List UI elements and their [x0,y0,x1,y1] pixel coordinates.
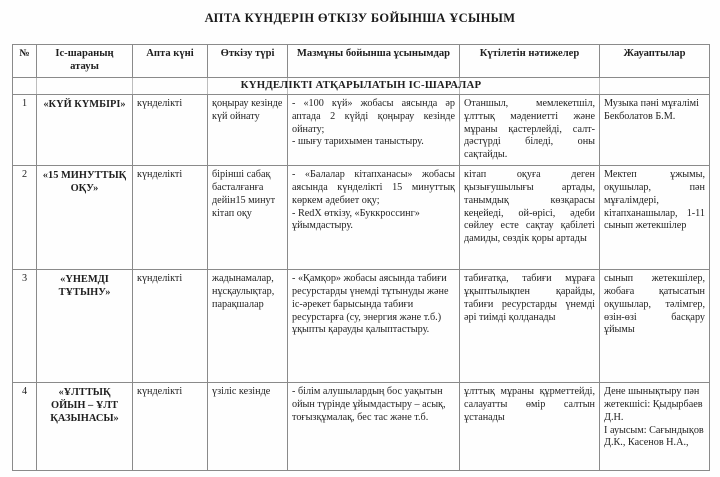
event-name: «КҮЙ КҮМБІРІ» [37,94,133,165]
table-row [13,383,710,471]
content-line: - RedX өткізу, «Буккроссинг» ұйымдастыру. [292,207,420,232]
column-header-format: Өткізу түрі [208,45,288,78]
event-content [288,383,460,471]
event-name: «ҰЛТТЫҚ ОЙЫН – ҰЛТ ҚАЗЫНАСЫ» [37,383,133,471]
section-banner-cell [13,77,710,94]
event-weekday: күнделікті [133,383,208,471]
event-format: үзіліс кезінде [208,383,288,471]
content-line: - «Балалар кітапханасы» жобасы аясында күнделікті 15 минуттық көркем әдебиет оқу; [292,169,455,206]
column-header-content-recommendations: Мазмұны бойынша ұсынымдар [288,45,460,78]
column-header-weekday: Апта күні [133,45,208,78]
event-format: жадынамалар, нұсқаулықтар, парақшалар [208,270,288,383]
row-number: 4 [13,383,37,471]
expected-result: Отаншыл, мемлекетшіл, ұлттық мәдениетті және мұраны қастерлейді, салт-дәстүрді біледі, оны сақтайды. [460,94,600,165]
event-weekday: күнделікті [133,94,208,165]
recommendations-table-wrap [12,44,709,471]
column-header-responsible: Жауаптылар [600,45,710,78]
content-line: - білім алушылардың бос уақытын ойын түрінде ұйымдастыру – асық, тоғызқұмалақ, бес тас және т.б. [292,386,446,423]
table-row [13,166,710,270]
content-line: - «100 күй» жобасы аясында әр аптада 2 күйді қоңырау кезінде ойнату; [292,97,455,135]
recommendations-table [12,44,710,471]
expected-result: табиғатқа, табиғи мұраға ұқыптылықпен қарайды, табиғи ресурстарды үнемді әрі тиімді қолданады [460,270,600,383]
event-format: қоңырау кезінде күй ойнату [208,94,288,165]
event-content [288,94,460,165]
responsible-person [600,383,710,471]
event-content [288,270,460,383]
event-weekday: күнделікті [133,166,208,270]
section-banner-label: КҮНДЕЛІКТІ АТҚАРЫЛАТЫН ІС-ШАРАЛАР [240,79,482,92]
responsible-person: сынып жетекшілер, жобаға қатысатын оқушылар, тәлімгер, өзін-өзі басқару ұйымы [600,270,710,383]
table-row [13,94,710,165]
column-header-expected-results: Күтілетін нәтижелер [460,45,600,78]
event-weekday: күнделікті [133,270,208,383]
responsible-person: Мектеп ұжымы, оқушылар, пән мұғалімдері, кітапханашылар, 1-11 сынып жетекшілер [600,166,710,270]
table-header-row [13,45,710,78]
event-format: бірінші сабақ басталғанға дейін15 минут кітап оқу [208,166,288,270]
row-number: 3 [13,270,37,383]
row-number: 2 [13,166,37,270]
expected-result: ұлттық мұраны құрметтейді, салауатты өмір салтын ұстанады [460,383,600,471]
content-line: - шығу тарихымен таныстыру. [292,136,424,148]
table-header [13,45,710,78]
expected-result: кітап оқуға деген қызығушылығы артады, танымдық көзқарасы кеңейеді, ой-өрісі, әдеби сөйлеу есте сақтау қабілеті дамиды, сөздік қоры артады [460,166,600,270]
responsible-line: I ауысым: Сағындықов Д.К., Касенов Н.А., [604,424,704,449]
table-body [13,77,710,470]
page-title: АПТА КҮНДЕРІН ӨТКІЗУ БОЙЫНША ҰСЫНЫМ [204,11,516,25]
column-header-event-name: Іс-шараның атауы [37,45,133,78]
row-number: 1 [13,94,37,165]
section-banner-row [13,77,710,94]
event-name: «ҮНЕМДІ ТҰТЫНУ» [37,270,133,383]
responsible-person: Музыка пәні мұғалімі Бекболатов Б.М. [600,94,710,165]
event-content [288,166,460,270]
column-header-number: № [13,45,37,78]
content-line: - «Қамқор» жобасы аясында табиғи ресурстарды үнемді тұтынуды және іс-әрекет барысында табиғи ресурстарға (су, энергия және т.б.) ұқыпты қарауды қалыптастыру. [292,273,449,336]
responsible-line: Дене шынықтыру пән жетекшісі: Қыдырбаев Д.Н. [604,386,703,423]
event-name: «15 МИНУТТЫҚ ОҚУ» [37,166,133,270]
table-row [13,270,710,383]
